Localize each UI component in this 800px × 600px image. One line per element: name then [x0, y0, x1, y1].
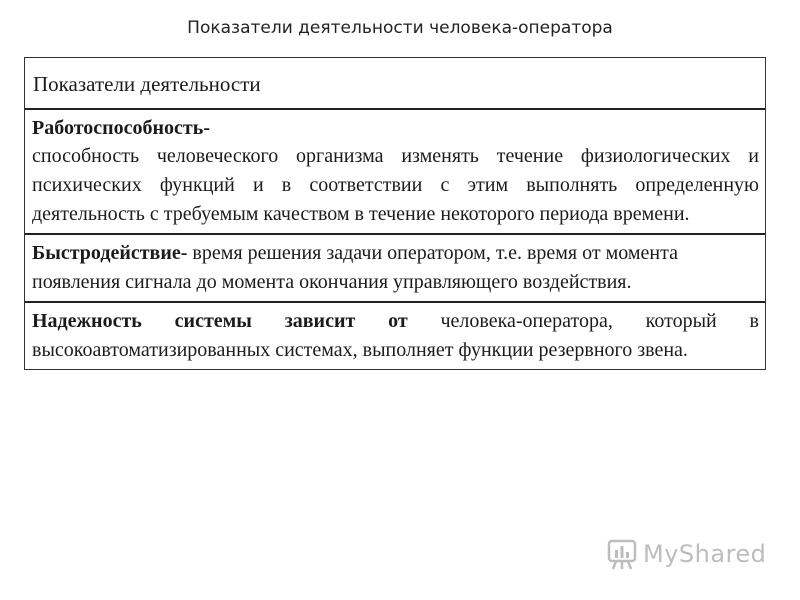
- definition-workability: способность человеческого организма изменять течение физиологических и психических функций и в соответствии с этим выполнять определенную деятельность с требуемым качеством в течение некоторого периода времени.: [32, 145, 759, 225]
- definition-reliability: человека-оператора, который в высокоавтоматизированных системах, выполняет функции резервного звена.: [32, 310, 759, 361]
- myshared-logo-icon: [607, 537, 637, 571]
- term-reliability: Надежность системы зависит от: [32, 310, 408, 332]
- watermark-logo: [607, 536, 766, 572]
- slide-title: Показатели деятельности человека-оператора: [187, 18, 613, 38]
- term-workability: Работоспособность-: [32, 117, 210, 139]
- indicators-table: [24, 57, 766, 370]
- table-row-reliability: [25, 301, 765, 369]
- table-header-label: Показатели деятельности: [33, 72, 261, 96]
- table-row-workability: [25, 108, 765, 233]
- term-speed: Быстродействие-: [32, 242, 188, 264]
- definition-speed: время решения задачи оператором, т.е. время от момента появления сигнала до момента окончания управляющего воздействия.: [32, 242, 678, 293]
- table-row-speed: [25, 233, 765, 301]
- table-header: [25, 58, 765, 108]
- watermark-text: MyShared: [643, 540, 767, 568]
